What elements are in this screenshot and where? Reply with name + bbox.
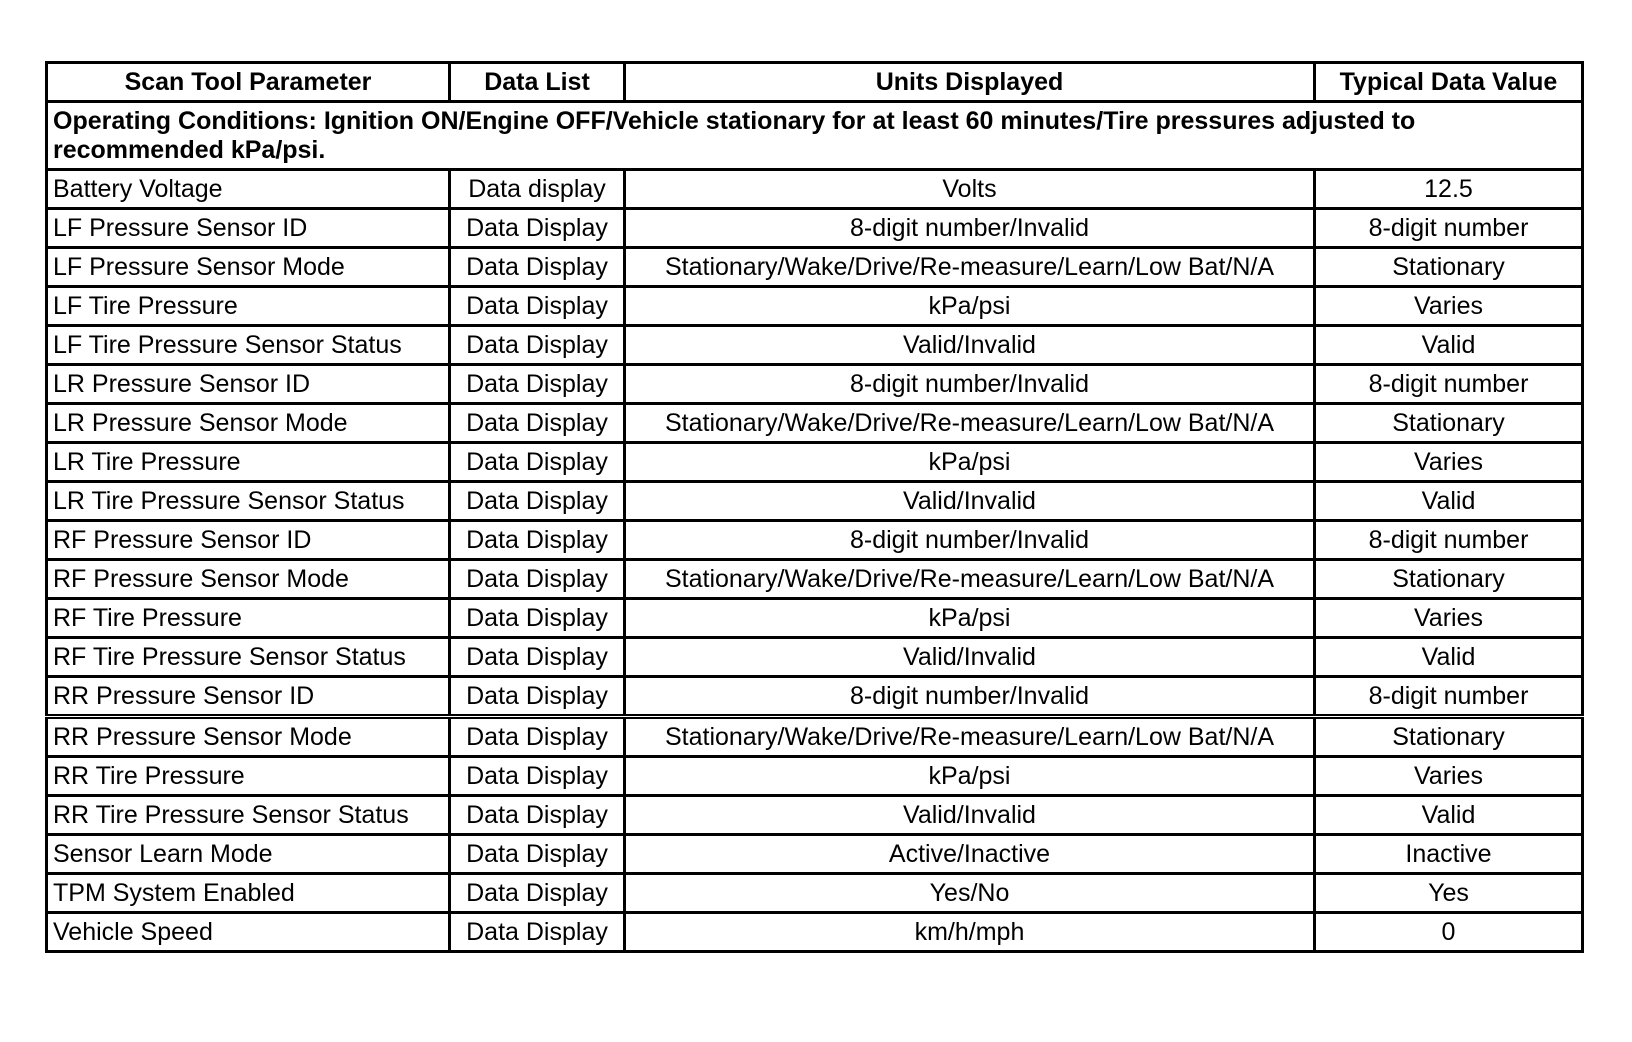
table-row: [47, 638, 1583, 677]
units-cell: Active/Inactive: [625, 835, 1315, 874]
parameter-cell: LR Tire Pressure Sensor Status: [47, 482, 450, 521]
data-list-cell: Data Display: [450, 287, 625, 326]
table-row: [47, 287, 1583, 326]
parameter-cell: Vehicle Speed: [47, 913, 450, 952]
typical-value-cell: Varies: [1315, 287, 1583, 326]
data-list-cell: Data Display: [450, 835, 625, 874]
typical-value-cell: Varies: [1315, 443, 1583, 482]
units-cell: Stationary/Wake/Drive/Re-measure/Learn/Low Bat/N/A: [625, 248, 1315, 287]
parameter-cell: LF Pressure Sensor ID: [47, 209, 450, 248]
units-cell: 8-digit number/Invalid: [625, 521, 1315, 560]
data-list-cell: Data Display: [450, 482, 625, 521]
data-list-cell: Data display: [450, 170, 625, 209]
data-list-cell: Data Display: [450, 326, 625, 365]
units-cell: Stationary/Wake/Drive/Re-measure/Learn/Low Bat/N/A: [625, 717, 1315, 757]
parameter-cell: RF Tire Pressure Sensor Status: [47, 638, 450, 677]
units-cell: kPa/psi: [625, 443, 1315, 482]
typical-value-cell: Stationary: [1315, 248, 1583, 287]
parameter-cell: LF Tire Pressure Sensor Status: [47, 326, 450, 365]
header-scan-tool-parameter: Scan Tool Parameter: [47, 63, 450, 102]
table-row: [47, 796, 1583, 835]
data-list-cell: Data Display: [450, 717, 625, 757]
table-row: [47, 521, 1583, 560]
table-row: [47, 365, 1583, 404]
table-row: [47, 835, 1583, 874]
data-list-cell: Data Display: [450, 599, 625, 638]
data-list-cell: Data Display: [450, 796, 625, 835]
data-list-cell: Data Display: [450, 404, 625, 443]
data-list-cell: Data Display: [450, 677, 625, 717]
typical-value-cell: Stationary: [1315, 404, 1583, 443]
units-cell: 8-digit number/Invalid: [625, 365, 1315, 404]
parameter-cell: RR Pressure Sensor ID: [47, 677, 450, 717]
units-cell: Stationary/Wake/Drive/Re-measure/Learn/Low Bat/N/A: [625, 560, 1315, 599]
data-list-cell: Data Display: [450, 248, 625, 287]
typical-value-cell: Varies: [1315, 757, 1583, 796]
units-cell: kPa/psi: [625, 287, 1315, 326]
units-cell: Valid/Invalid: [625, 482, 1315, 521]
typical-value-cell: 0: [1315, 913, 1583, 952]
typical-value-cell: 8-digit number: [1315, 209, 1583, 248]
units-cell: km/h/mph: [625, 913, 1315, 952]
data-list-cell: Data Display: [450, 757, 625, 796]
data-list-cell: Data Display: [450, 874, 625, 913]
data-list-cell: Data Display: [450, 638, 625, 677]
parameter-cell: TPM System Enabled: [47, 874, 450, 913]
scan-tool-table-container: [45, 61, 1584, 953]
units-cell: 8-digit number/Invalid: [625, 209, 1315, 248]
parameter-cell: LF Tire Pressure: [47, 287, 450, 326]
table-row: [47, 443, 1583, 482]
typical-value-cell: Yes: [1315, 874, 1583, 913]
parameter-cell: Battery Voltage: [47, 170, 450, 209]
data-list-cell: Data Display: [450, 913, 625, 952]
operating-conditions-text: Operating Conditions: Ignition ON/Engine OFF/Vehicle stationary for at least 60 minutes/Tire pressures adjusted to recommended kPa/psi.: [47, 102, 1583, 170]
table-row: [47, 599, 1583, 638]
units-cell: kPa/psi: [625, 599, 1315, 638]
scan-tool-data-table: [45, 61, 1584, 953]
typical-value-cell: Varies: [1315, 599, 1583, 638]
typical-value-cell: 12.5: [1315, 170, 1583, 209]
units-cell: Valid/Invalid: [625, 638, 1315, 677]
units-cell: Valid/Invalid: [625, 326, 1315, 365]
typical-value-cell: 8-digit number: [1315, 521, 1583, 560]
parameter-cell: RF Pressure Sensor Mode: [47, 560, 450, 599]
typical-value-cell: Valid: [1315, 326, 1583, 365]
units-cell: Volts: [625, 170, 1315, 209]
units-cell: Valid/Invalid: [625, 796, 1315, 835]
table-row: [47, 170, 1583, 209]
header-data-list: Data List: [450, 63, 625, 102]
table-row: [47, 913, 1583, 952]
typical-value-cell: 8-digit number: [1315, 677, 1583, 717]
data-list-cell: Data Display: [450, 365, 625, 404]
table-row: [47, 717, 1583, 757]
parameter-cell: Sensor Learn Mode: [47, 835, 450, 874]
table-row: [47, 404, 1583, 443]
units-cell: 8-digit number/Invalid: [625, 677, 1315, 717]
table-row: [47, 326, 1583, 365]
table-header-row: [47, 63, 1583, 102]
table-row: [47, 677, 1583, 717]
units-cell: Stationary/Wake/Drive/Re-measure/Learn/Low Bat/N/A: [625, 404, 1315, 443]
parameter-cell: LR Pressure Sensor ID: [47, 365, 450, 404]
parameter-cell: LR Tire Pressure: [47, 443, 450, 482]
header-typical-data-value: Typical Data Value: [1315, 63, 1583, 102]
typical-value-cell: 8-digit number: [1315, 365, 1583, 404]
parameter-cell: RF Pressure Sensor ID: [47, 521, 450, 560]
table-row: [47, 874, 1583, 913]
table-row: [47, 482, 1583, 521]
table-row: [47, 248, 1583, 287]
header-units-displayed: Units Displayed: [625, 63, 1315, 102]
typical-value-cell: Valid: [1315, 482, 1583, 521]
parameter-cell: LF Pressure Sensor Mode: [47, 248, 450, 287]
data-list-cell: Data Display: [450, 521, 625, 560]
parameter-cell: LR Pressure Sensor Mode: [47, 404, 450, 443]
data-list-cell: Data Display: [450, 209, 625, 248]
data-list-cell: Data Display: [450, 443, 625, 482]
typical-value-cell: Valid: [1315, 638, 1583, 677]
operating-conditions-row: [47, 102, 1583, 170]
units-cell: kPa/psi: [625, 757, 1315, 796]
parameter-cell: RR Pressure Sensor Mode: [47, 717, 450, 757]
data-list-cell: Data Display: [450, 560, 625, 599]
parameter-cell: RR Tire Pressure Sensor Status: [47, 796, 450, 835]
table-row: [47, 757, 1583, 796]
typical-value-cell: Valid: [1315, 796, 1583, 835]
typical-value-cell: Stationary: [1315, 560, 1583, 599]
parameter-cell: RF Tire Pressure: [47, 599, 450, 638]
typical-value-cell: Stationary: [1315, 717, 1583, 757]
units-cell: Yes/No: [625, 874, 1315, 913]
table-row: [47, 209, 1583, 248]
parameter-cell: RR Tire Pressure: [47, 757, 450, 796]
typical-value-cell: Inactive: [1315, 835, 1583, 874]
table-row: [47, 560, 1583, 599]
